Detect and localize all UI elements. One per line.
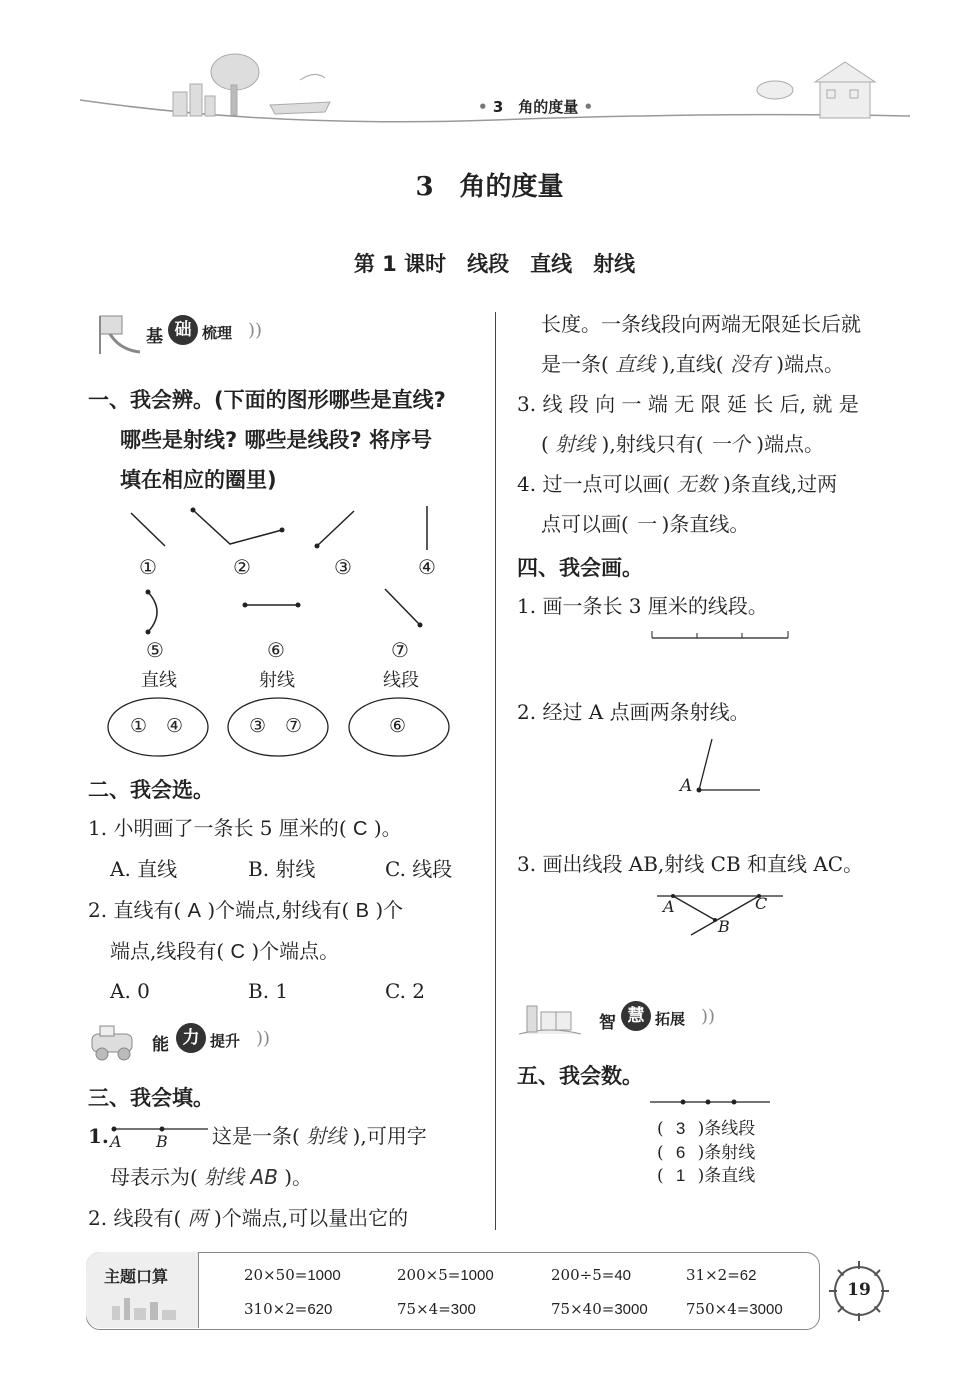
q3-item1: 这是一条( 射线 ),可用字 bbox=[212, 1124, 427, 1148]
books-icon bbox=[515, 1000, 585, 1040]
q5-row-segments: ( 3 )条线段 bbox=[657, 1119, 756, 1139]
banner-text: 智 bbox=[599, 1013, 616, 1033]
q5-row-rays: ( 6 )条射线 bbox=[657, 1143, 756, 1163]
q4-heading: 四、我会画。 bbox=[517, 556, 643, 580]
ray-point-a: A bbox=[110, 1132, 122, 1151]
answer: 射线 AB bbox=[204, 1165, 278, 1189]
banner-text: 基 bbox=[146, 327, 163, 347]
car-icon bbox=[86, 1024, 146, 1064]
q2-item2: 2. 直线有( A )个端点,射线有( B )个 bbox=[88, 898, 404, 922]
answer: 直线 bbox=[615, 352, 656, 376]
q4-item2: 2. 经过 A 点画两条射线。 bbox=[517, 700, 750, 724]
q1-heading-2: 哪些是射线? 哪些是线段? 将序号 bbox=[120, 428, 432, 452]
q2-item1-option-c: C. 线段 bbox=[385, 857, 453, 881]
section-banner-basic bbox=[90, 312, 290, 356]
group-answer-line: ① ④ bbox=[130, 715, 184, 737]
point-a-label: A bbox=[680, 776, 693, 796]
point-a-label: A bbox=[663, 897, 675, 916]
figure-label-6: ⑥ bbox=[267, 638, 285, 662]
figure-label-5: ⑤ bbox=[146, 638, 164, 662]
answer: 一 bbox=[635, 512, 656, 536]
figure-3-ray bbox=[317, 511, 354, 546]
section-banner-ability bbox=[86, 1020, 286, 1064]
q2-item2-cont: 端点,线段有( C )个端点。 bbox=[110, 939, 340, 963]
calc-item: 200÷5=40 bbox=[551, 1266, 631, 1284]
figure-label-2: ② bbox=[233, 555, 251, 579]
group-label-line: 直线 bbox=[141, 670, 177, 691]
figure-label-4: ④ bbox=[418, 555, 436, 579]
answer: 射线 bbox=[555, 432, 596, 456]
skyline-icon bbox=[104, 1292, 184, 1322]
ray-point-b: B bbox=[156, 1132, 168, 1151]
q3-item2-cont-2: 是一条( 直线 ),直线( 没有 )端点。 bbox=[541, 352, 845, 376]
calc-item: 75×40=3000 bbox=[551, 1300, 648, 1318]
q2-heading: 二、我会选。 bbox=[88, 778, 214, 802]
q1-heading-3: 填在相应的圈里) bbox=[120, 468, 277, 492]
q3-item3: 3. 线 段 向 一 端 无 限 延 长 后, 就 是 bbox=[517, 392, 859, 416]
calc-item: 20×50=1000 bbox=[244, 1266, 341, 1284]
point-b-label: B bbox=[718, 917, 730, 936]
point-c-label: C bbox=[755, 894, 768, 913]
q2-item2-option-a: A. 0 bbox=[110, 979, 150, 1003]
page-number: 19 bbox=[847, 1280, 871, 1300]
answer: 无数 bbox=[676, 472, 717, 496]
q2-item1: 1. 小明画了一条长 5 厘米的( C )。 bbox=[88, 816, 402, 840]
q3-heading: 三、我会填。 bbox=[88, 1086, 214, 1110]
answer: 3 bbox=[675, 1119, 686, 1138]
q3-item1-num: 1. bbox=[88, 1124, 109, 1148]
answer: C bbox=[353, 818, 368, 840]
group-label-segment: 线段 bbox=[383, 670, 419, 691]
lesson-title: 第 1 课时 线段 直线 射线 bbox=[353, 252, 636, 276]
figure-1-line bbox=[131, 513, 165, 546]
figure-5-curve bbox=[148, 592, 157, 632]
calc-item: 750×4=3000 bbox=[686, 1300, 783, 1318]
banner-highlight: 力 bbox=[176, 1023, 206, 1053]
chapter-title: 3 角的度量 bbox=[415, 172, 564, 202]
banner-waves: )) bbox=[701, 1006, 716, 1027]
calc-item: 75×4=300 bbox=[397, 1300, 476, 1318]
figure-label-7: ⑦ bbox=[391, 638, 409, 662]
q3-item2-cont-1: 长度。一条线段向两端无限延长后就 bbox=[541, 312, 861, 336]
answer: 6 bbox=[675, 1143, 686, 1162]
figure-label-1: ① bbox=[139, 555, 157, 579]
q3-item2: 2. 线段有( 两 )个端点,可以量出它的 bbox=[88, 1206, 409, 1230]
figure-7-ray bbox=[385, 589, 420, 625]
banner-highlight: 慧 bbox=[621, 1001, 651, 1031]
q2-item2-option-c: C. 2 bbox=[385, 979, 426, 1003]
segment-3cm-drawing bbox=[650, 628, 792, 642]
q5-row-lines: ( 1 )条直线 bbox=[657, 1166, 756, 1186]
slide-icon bbox=[90, 312, 142, 356]
banner-waves: )) bbox=[256, 1028, 271, 1049]
answer: C bbox=[230, 941, 245, 963]
figure-2-polyline bbox=[193, 510, 282, 544]
section-banner-wisdom bbox=[515, 998, 735, 1042]
banner-text: 提升 bbox=[210, 1032, 241, 1050]
group-answer-segment: ⑥ bbox=[389, 715, 407, 737]
figure-label-3: ③ bbox=[334, 555, 352, 579]
answer: B bbox=[355, 900, 369, 922]
banner-text: 能 bbox=[152, 1035, 169, 1055]
group-label-ray: 射线 bbox=[259, 670, 295, 691]
calc-panel-title: 主题口算 bbox=[104, 1267, 169, 1286]
two-rays-drawing bbox=[690, 735, 770, 797]
group-answer-ray: ③ ⑦ bbox=[249, 715, 303, 737]
calc-item: 31×2=62 bbox=[686, 1266, 757, 1284]
answer: 两 bbox=[187, 1206, 208, 1230]
calc-item: 200×5=1000 bbox=[397, 1266, 494, 1284]
banner-highlight: 础 bbox=[168, 315, 198, 345]
answer: 射线 bbox=[306, 1124, 347, 1148]
q3-item3-cont: ( 射线 ),射线只有( 一个 )端点。 bbox=[541, 432, 825, 456]
q2-item1-option-b: B. 射线 bbox=[248, 857, 316, 881]
q3-item1-cont: 母表示为( 射线 AB )。 bbox=[110, 1165, 313, 1189]
count-line-figure bbox=[650, 1096, 772, 1108]
running-title: • 3 角的度量 • bbox=[478, 98, 594, 116]
banner-waves: )) bbox=[248, 320, 263, 341]
q2-item2-option-b: B. 1 bbox=[248, 979, 289, 1003]
city-skyline-icon bbox=[173, 54, 330, 116]
column-divider bbox=[495, 312, 496, 1230]
answer: 1 bbox=[675, 1166, 686, 1185]
answer: 一个 bbox=[709, 432, 750, 456]
answer: 没有 bbox=[729, 352, 770, 376]
q1-heading: 一、我会辨。(下面的图形哪些是直线? bbox=[88, 388, 446, 412]
banner-text: 梳理 bbox=[202, 324, 233, 342]
q5-heading: 五、我会数。 bbox=[517, 1064, 643, 1088]
house-icon bbox=[757, 62, 875, 118]
q4-item3: 3. 画出线段 AB,射线 CB 和直线 AC。 bbox=[517, 852, 864, 876]
answer: A bbox=[187, 900, 201, 922]
header-decoration bbox=[75, 50, 915, 130]
banner-text: 拓展 bbox=[655, 1010, 686, 1028]
q3-item4-cont: 点可以画( 一 )条直线。 bbox=[541, 512, 750, 536]
calc-item: 310×2=620 bbox=[244, 1300, 333, 1318]
q2-item1-option-a: A. 直线 bbox=[110, 857, 178, 881]
q4-item1: 1. 画一条长 3 厘米的线段。 bbox=[517, 594, 768, 618]
q3-item4: 4. 过一点可以画( 无数 )条直线,过两 bbox=[517, 472, 838, 496]
